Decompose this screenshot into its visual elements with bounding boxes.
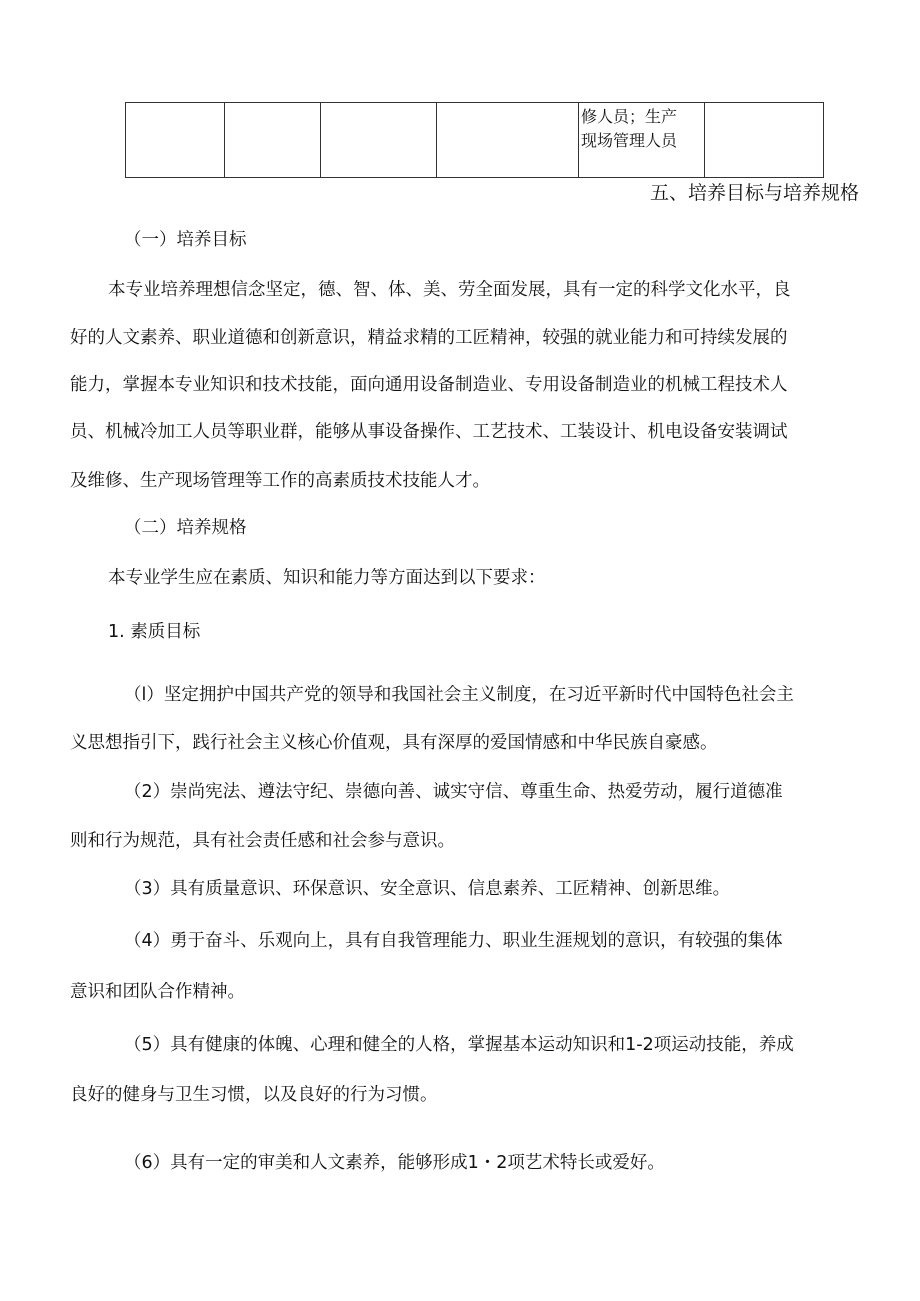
quality-item-6-line: （6）具有一定的审美和人文素养，能够形成1・2项艺术特长或爱好。	[124, 1153, 665, 1173]
subsection-title-spec: （二）培养规格	[124, 518, 247, 538]
objective-line: 好的人文素养、职业道德和创新意识，精益求精的工匠精神，较强的就业能力和可持续发展的	[70, 328, 788, 348]
quality-item-4-line: 意识和团队合作精神。	[70, 982, 245, 1002]
quality-item-5-line: 良好的健身与卫生习惯，以及良好的行为习惯。	[70, 1085, 438, 1105]
table-fragment	[125, 102, 824, 178]
table-cell	[437, 103, 579, 178]
spec-intro: 本专业学生应在素质、知识和能力等方面达到以下要求：	[108, 568, 546, 588]
subsection-title-objective: （一）培养目标	[124, 230, 247, 250]
quality-item-1-line: （l）坚定拥护中国共产党的领导和我国社会主义制度，在习近平新时代中国特色社会主	[124, 685, 794, 705]
table-cell-occupation: 修人员；生产 现场管理人员	[579, 103, 705, 178]
quality-item-2-line: （2）崇尚宪法、遵法守纪、崇德向善、诚实守信、尊重生命、热爱劳动，履行道德准	[124, 782, 783, 802]
objective-line: 本专业培养理想信念坚定，德、智、体、美、劳全面发展，具有一定的科学文化水平，良	[108, 280, 791, 300]
objective-line: 员、机械冷加工人员等职业群，能够从事设备操作、工艺技术、工装设计、机电设备安装调试	[70, 422, 788, 442]
quality-item-3-line: （3）具有质量意识、环保意识、安全意识、信息素养、工匠精神、创新思维。	[124, 879, 731, 899]
quality-item-2-line: 则和行为规范，具有社会责任感和社会参与意识。	[70, 831, 455, 851]
quality-item-5-line: （5）具有健康的体魄、心理和健全的人格，掌握基本运动知识和1-2项运动技能，养成	[124, 1035, 794, 1055]
objective-line: 及维修、生产现场管理等工作的高素质技术技能人才。	[70, 471, 490, 491]
table-cell	[321, 103, 437, 178]
table-cell	[225, 103, 321, 178]
quality-item-4-line: （4）勇于奋斗、乐观向上，具有自我管理能力、职业生涯规划的意识，有较强的集体	[124, 931, 783, 951]
section-heading: 五、培养目标与培养规格	[650, 182, 860, 204]
table-cell	[705, 103, 824, 178]
quality-item-1-line: 义思想指引下，践行社会主义核心价值观，具有深厚的爱国情感和中华民族自豪感。	[70, 733, 718, 753]
objective-line: 能力，掌握本专业知识和技术技能，面向通用设备制造业、专用设备制造业的机械工程技术人	[70, 375, 788, 395]
quality-title: 1. 素质目标	[108, 622, 201, 642]
table-cell	[126, 103, 225, 178]
table-row	[126, 103, 824, 178]
